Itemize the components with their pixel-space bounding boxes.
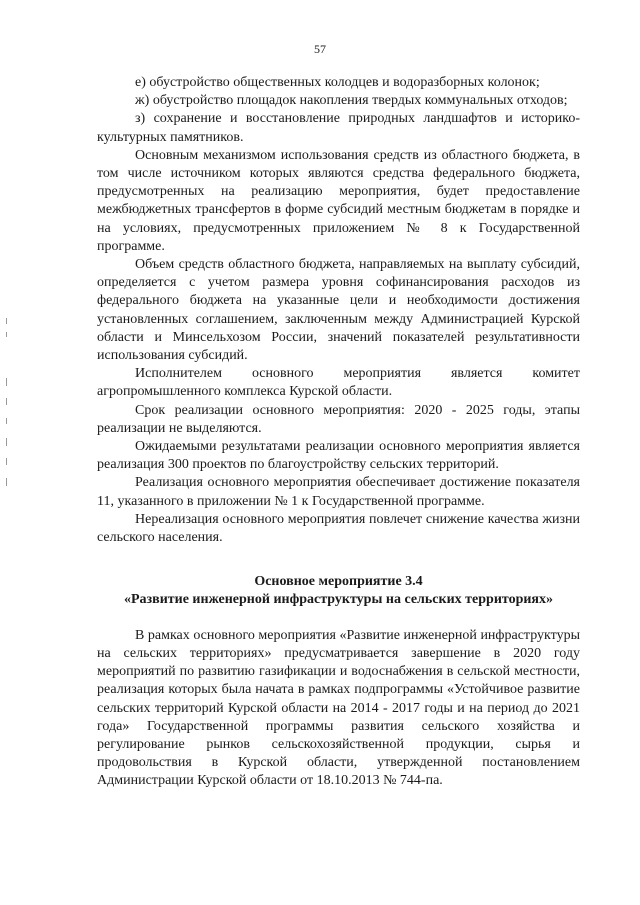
- scan-mark: [6, 378, 7, 386]
- paragraph-subsidy-volume: Объем средств областного бюджета, направляемых на выплату субсидий, определяется с учетом размера уровня софинансирования расходов из федерального бюджета на указанные цели и необходимости достижения установленных соглашением, заключенным между Администрацией Курской области и Минсельхозом России, значений показателей результативности использования субсидий.: [97, 257, 580, 364]
- scan-mark: [6, 478, 7, 486]
- paragraph-term: Срок реализации основного мероприятия: 2020 - 2025 годы, этапы реализации не выделяются.: [97, 402, 580, 436]
- scan-mark: [6, 398, 7, 405]
- page-number: 57: [314, 42, 326, 56]
- paragraph-infrastructure: В рамках основного мероприятия «Развитие инженерной инфраструктуры на сельских территориях» предусматривается завершение в 2020 году мероприятий по развитию газификации и водоснабжения в сельской местности, реализация которых была начата в рамках подпрограммы «Устойчивое развитие сельских территорий Курской области на 2014 - 2017 годы и на период до 2021 года» Государственной программы развития сельского хозяйства и регулирование рынков сельскохозяйственной продукции, сырья и продовольствия в Курской области, утвержденной постановлением Администрации Курской области от 18.10.2013 № 744-па.: [97, 627, 580, 789]
- list-item-e: е) обустройство общественных колодцев и водоразборных колонок;: [135, 75, 540, 90]
- scan-mark: [6, 418, 7, 424]
- scan-mark: [6, 438, 7, 446]
- paragraph-executor: Исполнителем основного мероприятия является комитет агропромышленного комплекса Курской области.: [97, 366, 580, 400]
- paragraph-non-implementation: Нереализация основного мероприятия повлечет снижение качества жизни сельского населения.: [97, 511, 580, 546]
- scan-mark: [6, 318, 7, 324]
- scan-margin-marks: [6, 318, 10, 498]
- paragraph-expected-results: Ожидаемыми результатами реализации основного мероприятия является реализация 300 проектов по благоустройству сельских территорий.: [97, 439, 580, 473]
- section-heading-line-2: «Развитие инженерной инфраструктуры на сельских территориях»: [123, 592, 554, 608]
- paragraph-funding-mechanism: Основным механизмом использования средств из областного бюджета, в том числе источником которых являются средства федерального бюджета, предусмотренных на реализацию мероприятия, будет предоставление межбюджетных трансфертов в форме субсидий местным бюджетам в порядке и на условиях, предусмотренных приложением № 8 к Государственной программе.: [97, 147, 580, 254]
- section-heading: [97, 573, 580, 609]
- list-item-z: з) сохранение и восстановление природных ландшафтов и историко-культурных памятников.: [97, 111, 580, 145]
- scan-mark: [6, 332, 7, 337]
- section-heading-line-1: Основное мероприятие 3.4: [254, 574, 423, 590]
- list-item-zh: ж) обустройство площадок накопления твердых коммунальных отходов;: [135, 93, 568, 109]
- scan-mark: [6, 458, 7, 465]
- paragraph-indicator: Реализация основного мероприятия обеспечивает достижение показателя 11, указанного в приложении № 1 к Государственной программе.: [97, 475, 580, 509]
- document-body: [97, 74, 580, 791]
